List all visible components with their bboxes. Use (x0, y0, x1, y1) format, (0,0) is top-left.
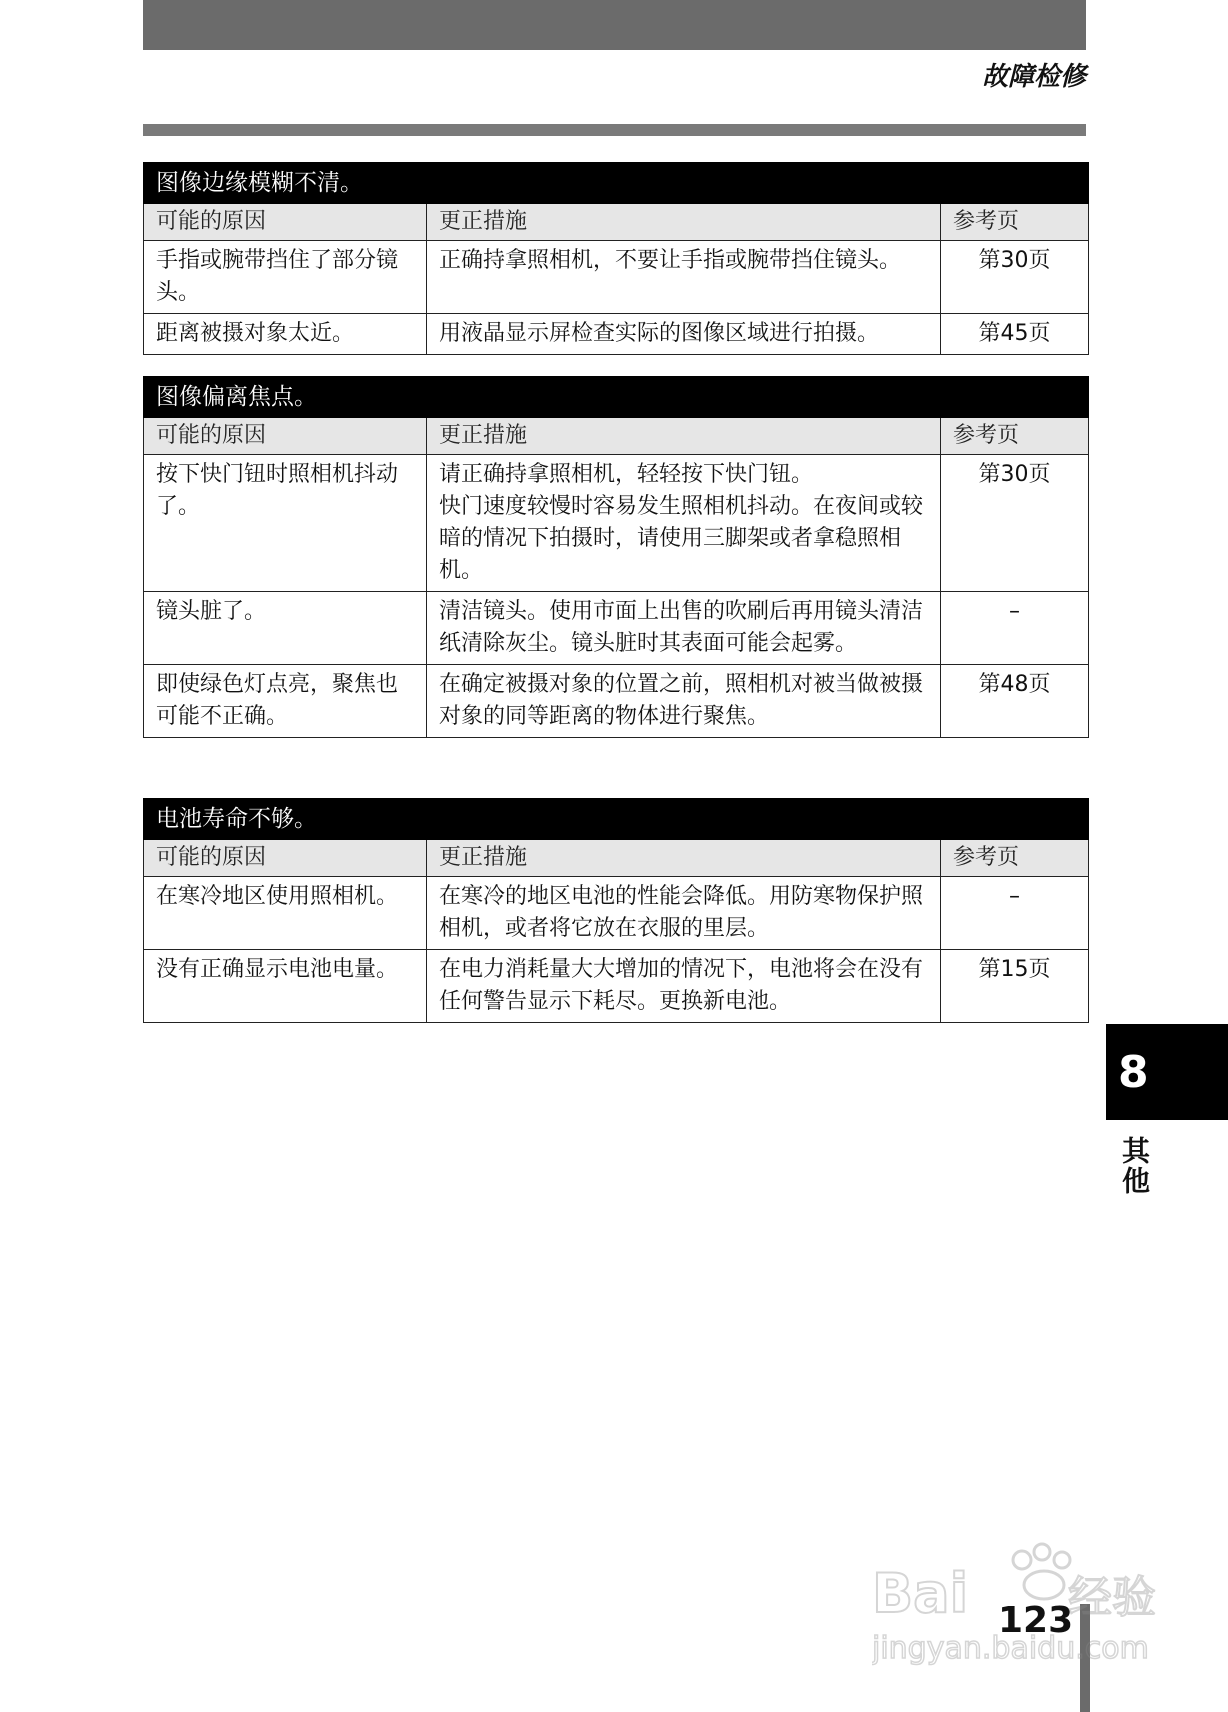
table-header-row (144, 204, 1089, 241)
section-title: 故障检修 (981, 62, 1086, 92)
remedy-cell: 正确持拿照相机，不要让手指或腕带挡住镜头。 (427, 241, 941, 314)
remedy-cell: 在确定被摄对象的位置之前，照相机对被当做被摄对象的同等距离的物体进行聚焦。 (427, 665, 941, 738)
remedy-cell: 在电力消耗量大大增加的情况下，电池将会在没有任何警告显示下耗尽。更换新电池。 (427, 950, 941, 1023)
column-header-cause: 可能的原因 (144, 840, 427, 877)
remedy-line: 快门速度较慢时容易发生照相机抖动。在夜间或较暗的情况下拍摄时，请使用三脚架或者拿稳照相机。 (439, 494, 924, 583)
troubleshoot-table-focus (143, 376, 1089, 738)
cause-cell: 手指或腕带挡住了部分镜头。 (144, 241, 427, 314)
table-title: 图像边缘模糊不清。 (144, 163, 1089, 204)
chapter-number: 8 (1118, 1046, 1149, 1098)
cause-cell: 在寒冷地区使用照相机。 (144, 877, 427, 950)
cause-cell: 没有正确显示电池电量。 (144, 950, 427, 1023)
remedy-cell: 清洁镜头。使用市面上出售的吹刷后再用镜头清洁纸清除灰尘。镜头脏时其表面可能会起雾。 (427, 592, 941, 665)
table-title-row (144, 799, 1089, 840)
watermark-brand: Bai (872, 1562, 969, 1625)
table-header-row (144, 418, 1089, 455)
cause-cell: 按下快门钮时照相机抖动了。 (144, 455, 427, 592)
table-row (144, 241, 1089, 314)
table-row (144, 314, 1089, 355)
column-header-ref: 参考页 (941, 418, 1089, 455)
table-row (144, 592, 1089, 665)
cause-cell: 镜头脏了。 (144, 592, 427, 665)
cause-cell: 距离被摄对象太近。 (144, 314, 427, 355)
ref-cell: – (941, 877, 1089, 950)
ref-cell: 第30页 (941, 455, 1089, 592)
table-row (144, 877, 1089, 950)
baidu-watermark-logo (872, 1530, 1172, 1670)
table-row (144, 665, 1089, 738)
page-number: 123 (998, 1600, 1074, 1641)
table-row (144, 950, 1089, 1023)
watermark-url: jingyan.baidu.com (872, 1631, 1149, 1666)
chapter-name: 其他 (1118, 1136, 1151, 1196)
remedy-cell (427, 455, 941, 592)
chapter-tab (1106, 1024, 1228, 1120)
ref-cell: 第45页 (941, 314, 1089, 355)
table-row (144, 455, 1089, 592)
column-header-ref: 参考页 (941, 840, 1089, 877)
ref-cell: 第48页 (941, 665, 1089, 738)
column-header-remedy: 更正措施 (427, 418, 941, 455)
column-header-cause: 可能的原因 (144, 204, 427, 241)
table-title-row (144, 377, 1089, 418)
remedy-cell: 用液晶显示屏检查实际的图像区域进行拍摄。 (427, 314, 941, 355)
header-bar (143, 0, 1086, 50)
ref-cell: 第15页 (941, 950, 1089, 1023)
ref-cell: 第30页 (941, 241, 1089, 314)
column-header-ref: 参考页 (941, 204, 1089, 241)
cause-cell: 即使绿色灯点亮，聚焦也可能不正确。 (144, 665, 427, 738)
watermark-brand-suffix: 经验 (1068, 1572, 1156, 1623)
troubleshoot-table-battery (143, 798, 1089, 1023)
troubleshoot-table-blur (143, 162, 1089, 355)
table-title-row (144, 163, 1089, 204)
column-header-remedy: 更正措施 (427, 204, 941, 241)
header-divider (143, 124, 1086, 136)
column-header-remedy: 更正措施 (427, 840, 941, 877)
table-title: 电池寿命不够。 (144, 799, 1089, 840)
remedy-line: 请正确持拿照相机，轻轻按下快门钮。 (439, 462, 814, 487)
column-header-cause: 可能的原因 (144, 418, 427, 455)
table-title: 图像偏离焦点。 (144, 377, 1089, 418)
remedy-cell: 在寒冷的地区电池的性能会降低。用防寒物保护照相机，或者将它放在衣服的里层。 (427, 877, 941, 950)
table-header-row (144, 840, 1089, 877)
ref-cell: – (941, 592, 1089, 665)
